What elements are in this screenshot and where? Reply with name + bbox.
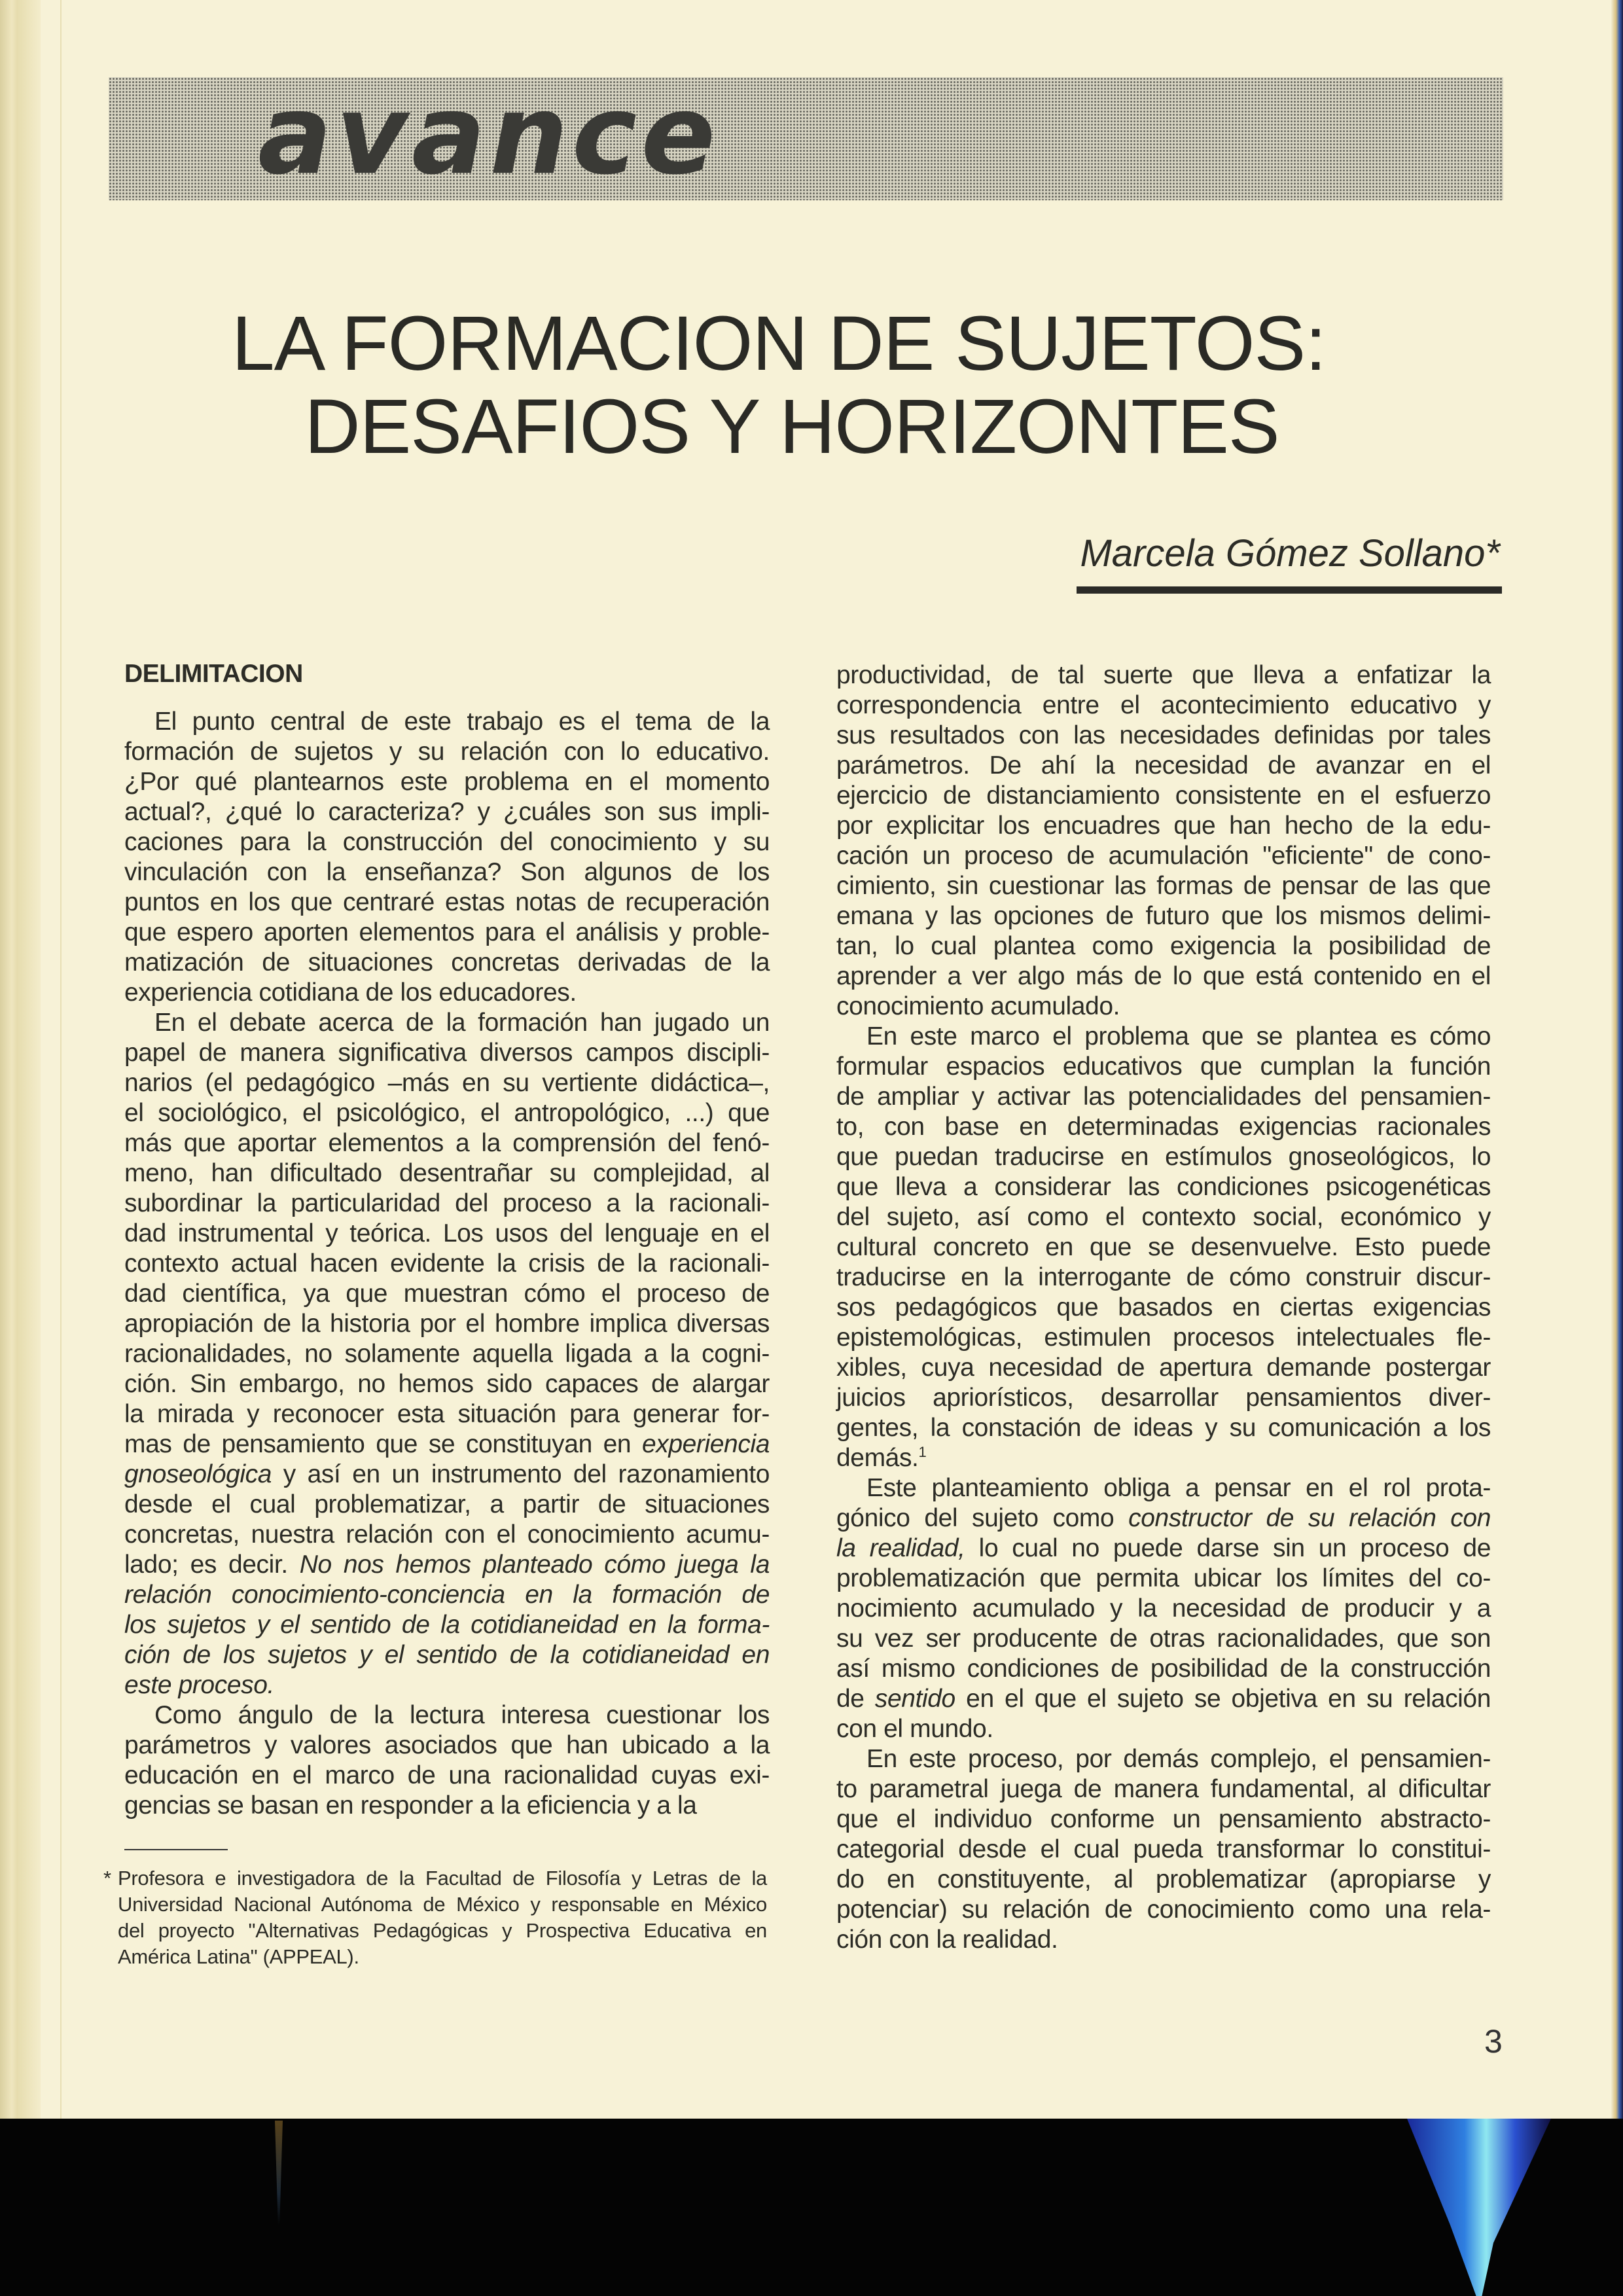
text-line: Este planteamiento obliga a pensar en el rol prota- [866, 1474, 1491, 1502]
article-title-line-1: LA FORMACION DE SUJETOS: [231, 300, 1327, 387]
text-line: ción. Sin embargo, no hemos sido capaces de alargar [124, 1370, 770, 1398]
paragraph [124, 707, 770, 1008]
text-line: epistemológicas, estimulen procesos intelectuales fle- [836, 1323, 1491, 1352]
article-title-line-2: DESAFIOS Y HORIZONTES [304, 384, 1279, 470]
text-line: parámetros y valores asociados que han ubicado a la [124, 1731, 770, 1759]
text-line: que lleva a considerar las condiciones psicogenéticas [836, 1173, 1491, 1201]
text-line: experiencia cotidiana de los educadores. [124, 978, 577, 1007]
footnote-marker: * [103, 1867, 111, 1890]
text-segment: lado; es decir. [124, 1551, 300, 1579]
text-line: ción con la realidad. [836, 1926, 1058, 1954]
text-line [836, 1684, 1491, 1714]
text-line: narios (el pedagógico –más en su vertiente didáctica–, [124, 1069, 770, 1097]
footnote-rule [124, 1849, 228, 1850]
text-line: traducirse en la interrogante de cómo construir discur- [836, 1263, 1491, 1291]
text-line: más que aportar elementos a la comprensión del fenó- [124, 1129, 770, 1157]
text-line: gencias se basan en responder a la eficiencia y a la [124, 1791, 697, 1820]
section-label: avance [258, 71, 720, 199]
text-line: contexto actual hacen evidente la crisis de la racionali- [124, 1249, 770, 1278]
text-line: caciones para la construcción del conocimiento y su [124, 828, 770, 856]
text-line [836, 1503, 1491, 1534]
text-line: potenciar) su relación de conocimiento como una rela- [836, 1895, 1491, 1924]
text-line: Como ángulo de la lectura interesa cuestionar los [154, 1701, 770, 1729]
text-line: tan, lo cual plantea como exigencia la posibilidad de [836, 932, 1491, 960]
text-line: actual?, ¿qué lo caracteriza? y ¿cuáles son sus impli- [124, 798, 770, 826]
text-line: papel de manera significativa diversos campos discipli- [124, 1039, 770, 1067]
text-line [124, 1429, 770, 1460]
footnote-line: Universidad Nacional Autónoma de México y responsable en México [118, 1893, 767, 1916]
paragraph [124, 1008, 770, 1700]
footnote [103, 1865, 767, 1970]
text-line: dad científica, ya que muestran cómo el proceso de [124, 1280, 770, 1308]
text-line: emana y las opciones de futuro que los mismos delimi- [836, 902, 1491, 930]
paragraph [124, 1700, 770, 1821]
italic-text: constructor de su relación con [1128, 1504, 1491, 1532]
text-line [836, 1534, 1491, 1564]
text-line: del sujeto, así como el contexto social, económico y [836, 1203, 1491, 1231]
text-line: aprender a ver algo más de lo que está contenido en el [836, 962, 1491, 990]
text-line: formación de sujetos y su relación con lo educativo. [124, 738, 770, 766]
page-number: 3 [1484, 2023, 1503, 2060]
text-line: formular espacios educativos que cumplan la función [836, 1052, 1491, 1081]
text-line: su vez ser producente de otras racionalidades, que son [836, 1624, 1491, 1653]
text-line [124, 1640, 770, 1670]
text-line: cación un proceso de acumulación "eficiente" de cono- [836, 842, 1491, 870]
text-line: gentes, la constación de ideas y su comunicación a los [836, 1414, 1491, 1442]
text-segment: en el que el sujeto se objetiva en su relación [955, 1685, 1491, 1713]
italic-text: relación conocimiento-conciencia en la formación de [124, 1581, 770, 1609]
text-line [124, 1670, 770, 1700]
text-segment: y así en un instrumento del razonamiento [272, 1460, 770, 1488]
paragraph [836, 1744, 1491, 1955]
italic-text: experiencia [641, 1430, 770, 1458]
text-line: matización de situaciones concretas derivadas de la [124, 948, 770, 977]
text-line: apropiación de la historia por el hombre implica diversas [124, 1310, 770, 1338]
text-line: do en constituyente, al problematizar (apropiarse y [836, 1865, 1491, 1893]
text-line: racionalidades, no solamente aquella ligada a la cogni- [124, 1340, 770, 1368]
text-line: En este proceso, por demás complejo, el pensamien- [866, 1745, 1491, 1773]
text-line [124, 1580, 770, 1610]
text-line: que puedan traducirse en estímulos gnoseológicos, lo [836, 1143, 1491, 1171]
italic-text: No nos hemos planteado cómo juega la [299, 1551, 770, 1579]
text-line: En el debate acerca de la formación han jugado un [154, 1009, 770, 1037]
footnote-line: del proyecto "Alternativas Pedagógicas y Prospectiva Educativa en [118, 1919, 767, 1942]
italic-text: los sujetos y el sentido de la cotidianeidad en la forma- [124, 1611, 770, 1639]
text-line: dad instrumental y teórica. Los usos del lenguaje en el [124, 1219, 770, 1247]
text-line: productividad, de tal suerte que lleva a enfatizar la [836, 661, 1491, 689]
text-line: vinculación con la enseñanza? Son algunos de los [124, 858, 770, 886]
author-byline: Marcela Gómez Sollano* [1080, 532, 1500, 575]
text-line [124, 1550, 770, 1580]
text-line: subordinar la particularidad del proceso a la racionali- [124, 1189, 770, 1217]
text-line: por explicitar los encuadres que han hecho de la edu- [836, 812, 1491, 840]
text-line: En este marco el problema que se plantea es cómo [866, 1022, 1491, 1050]
left-column [124, 707, 770, 1821]
text-line: cimiento, sin cuestionar las formas de pensar de las que [836, 872, 1491, 900]
author-rule [1077, 586, 1502, 594]
text-line: xibles, cuya necesidad de apertura demande postergar [836, 1354, 1491, 1382]
text-segment: de [836, 1685, 875, 1713]
text-line: to parametral juega de manera fundamental, al dificultar [836, 1775, 1491, 1803]
text-line: categorial desde el cual pueda transformar lo constitui- [836, 1835, 1491, 1863]
text-line: El punto central de este trabajo es el tema de la [154, 708, 770, 736]
paragraph [836, 1473, 1491, 1744]
footnote-reference: 1 [918, 1444, 927, 1460]
text-line: el sociológico, el psicológico, el antropológico, ...) que [124, 1099, 770, 1127]
text-line: que el individuo conforme un pensamiento abstracto- [836, 1805, 1491, 1833]
scan-edge-fringe [1611, 0, 1623, 2119]
text-segment: mas de pensamiento que se constituyan en [124, 1430, 642, 1458]
text-line: la mirada y reconocer esta situación para generar for- [124, 1400, 770, 1428]
text-line: problematización que permita ubicar los límites del co- [836, 1564, 1491, 1592]
text-line: desde el cual problematizar, a partir de situaciones [124, 1490, 770, 1518]
text-line: educación en el marco de una racionalidad cuyas exi- [124, 1761, 770, 1789]
text-segment: lo cual no puede darse sin un proceso de [965, 1534, 1491, 1562]
text-line: así mismo condiciones de posibilidad de la construcción [836, 1655, 1491, 1683]
text-line [836, 1443, 1491, 1473]
text-line: sus resultados con las necesidades definidas por tales [836, 721, 1491, 749]
text-line: correspondencia entre el acontecimiento educativo y [836, 691, 1491, 719]
text-line: parámetros. De ahí la necesidad de avanzar en el [836, 751, 1491, 780]
italic-text: sentido [874, 1685, 955, 1713]
italic-text: este proceso. [124, 1671, 274, 1699]
italic-text: gnoseológica [124, 1460, 272, 1488]
text-line: ¿Por qué plantearnos este problema en el momento [124, 768, 770, 796]
text-line [124, 1460, 770, 1490]
paragraph [836, 660, 1491, 1022]
text-line: meno, han dificultado desentrañar su complejidad, al [124, 1159, 770, 1187]
text-line [124, 1610, 770, 1640]
text-line: con el mundo. [836, 1715, 993, 1743]
text-line: conocimiento acumulado. [836, 992, 1120, 1020]
text-line: de ampliar y activar las potencialidades del pensamien- [836, 1083, 1491, 1111]
text-line: cultural concreto en que se desenvuelve. Esto puede [836, 1233, 1491, 1261]
paragraph [836, 1022, 1491, 1473]
right-column [836, 660, 1491, 1955]
text-segment: gónico del sujeto como [836, 1504, 1129, 1532]
section-banner [109, 71, 1503, 200]
italic-text: la realidad, [836, 1534, 965, 1562]
text-line: puntos en los que centraré estas notas de recuperación [124, 888, 770, 916]
text-line: juicios apriorísticos, desarrollar pensamientos diver- [836, 1384, 1491, 1412]
text-line: sos pedagógicos que basados en ciertas exigencias [836, 1293, 1491, 1321]
footnote-text [103, 1865, 767, 1970]
section-heading: DELIMITACION [124, 660, 303, 688]
scanner-background [0, 2119, 1623, 2296]
text-segment: demás. [836, 1444, 919, 1472]
text-line: ejercicio de distanciamiento consistente en el esfuerzo [836, 781, 1491, 810]
footnote-line: América Latina" (APPEAL). [118, 1945, 359, 1968]
text-line: to, con base en determinadas exigencias racionales [836, 1113, 1491, 1141]
text-line: nocimiento acumulado y la necesidad de producir y a [836, 1594, 1491, 1623]
text-line: que espero aporten elementos para el análisis y proble- [124, 918, 770, 946]
text-line: concretas, nuestra relación con el conocimiento acumu- [124, 1520, 770, 1549]
italic-text: ción de los sujetos y el sentido de la cotidianeidad en [124, 1641, 770, 1669]
footnote-line: Profesora e investigadora de la Facultad de Filosofía y Letras de la [118, 1867, 767, 1890]
